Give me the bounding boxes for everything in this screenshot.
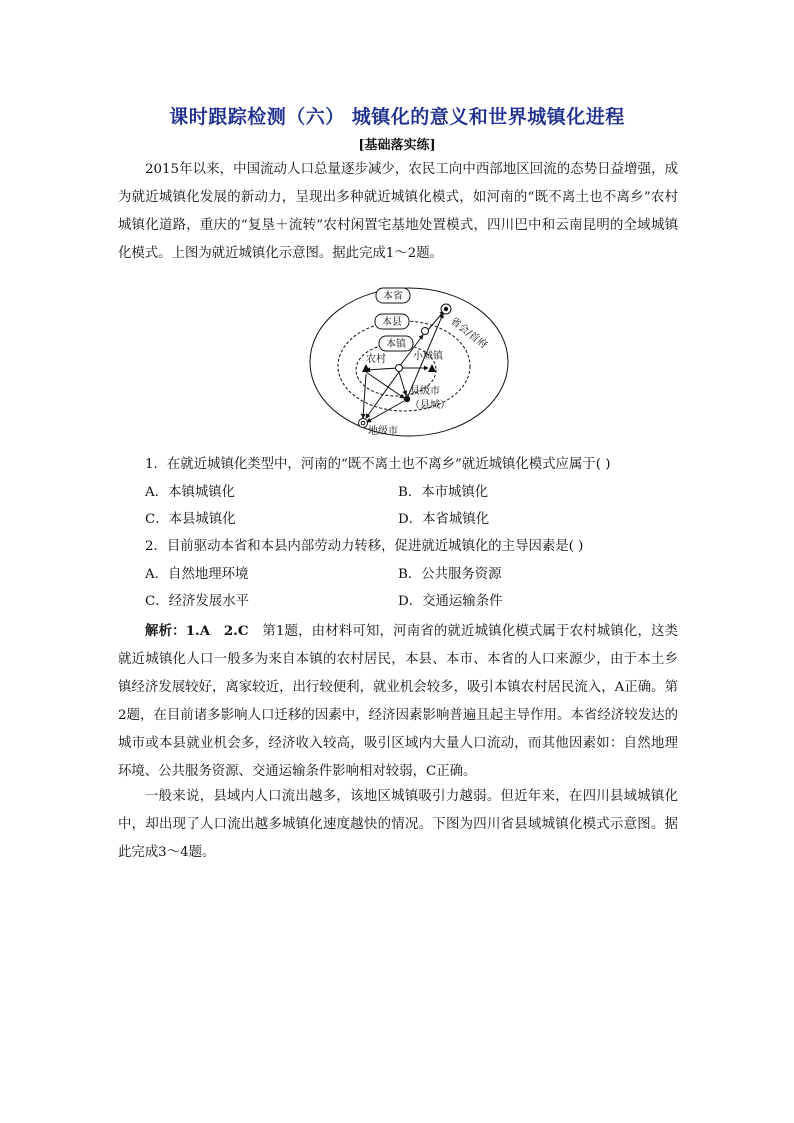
small-town-label: 小城镇	[413, 351, 443, 362]
flow-arrow	[363, 374, 366, 418]
capital-label: 省会/首府	[448, 315, 490, 352]
q1-option-a: A．本镇城镇化	[145, 485, 236, 500]
county-label: 本县	[382, 317, 402, 328]
village-marker	[362, 364, 370, 372]
solution-answers: 1.A 2.C	[185, 623, 249, 639]
intro-paragraph: 2015年以来，中国流动人口总量逐步减少，农民工向中西部地区回流的态势日益增强，成为就近城镇化发展的新动力，呈现出多种就近城镇化模式，如河南的“既不离土也不离乡”农村城镇化道路，重庆的“复垦＋流转”农村闲置宅基地处置模式，四川巴中和云南昆明的全域城镇化模式。上图为就近城镇化示意图。据此完成1～2题。	[118, 162, 678, 261]
solution-label: 解析：	[145, 623, 186, 639]
flow-arrow	[366, 372, 404, 398]
q1-option-c: C．本县城镇化	[145, 512, 236, 527]
county-node	[422, 328, 429, 335]
province-ellipse	[310, 288, 508, 436]
county-seat-label: （县城）	[410, 400, 450, 411]
flow-arrow	[366, 372, 399, 418]
province-label: 本省	[383, 291, 403, 302]
page-title: 课时跟踪检测（六） 城镇化的意义和世界城镇化进程	[169, 106, 625, 128]
prefecture-city-label: 地级市	[368, 426, 398, 437]
solution-text: 第1题，由材料可知，河南省的就近城镇化模式属于农村城镇化，这类就近城镇化人口一般多为来自本镇的农村居民，本县、本市、本省的人口来源少，由于本土乡镇经济发展较好，离家较近，出行较便利，就业机会较多，吸引本镇农村居民流入，A正确。第2题，在目前诸多影响人口迁移的因素中，经济因素影响普遍且起主导作用。本省经济较发达的城市或本县就业机会多，经济收入较高，吸引区域内大量人口流动，而其他因素如：自然地理环境、公共服务资源、交通运输条件影响相对较弱，C正确。	[118, 624, 678, 779]
village-label: 农村	[366, 354, 386, 365]
flow-arrow	[399, 372, 406, 395]
q2-option-d: D．交通运输条件	[398, 594, 503, 609]
q2-option-b: B．公共服务资源	[398, 567, 502, 582]
town-node	[396, 365, 403, 372]
town-label: 本镇	[386, 339, 406, 350]
county-city-label: 县级市	[410, 386, 440, 397]
q2-option-a: A．自然地理环境	[145, 567, 249, 582]
prefecture-marker-outer	[359, 419, 368, 428]
section-heading: [基础落实练]	[358, 138, 436, 153]
question-1: 1．在就近城镇化类型中，河南的“既不离土也不离乡”就近城镇化模式应属于( )	[145, 457, 611, 472]
capital-marker-inner	[444, 307, 448, 311]
county-city-marker	[404, 396, 410, 402]
small-town-marker	[428, 364, 436, 372]
flow-arrow	[366, 368, 398, 370]
q1-option-b: B．本市城镇化	[398, 485, 489, 500]
urbanization-diagram	[306, 280, 512, 442]
question-2: 2．目前驱动本省和本县内部劳动力转移，促进就近城镇化的主导因素是( )	[145, 539, 584, 554]
solution-paragraph	[118, 617, 678, 786]
q1-option-d: D．本省城镇化	[398, 512, 490, 527]
flow-arrow	[367, 401, 404, 422]
q2-option-c: C．经济发展水平	[145, 594, 249, 609]
second-intro-paragraph: 一般来说，县域内人口流出越多，该地区城镇吸引力越弱。但近年来，在四川县域城镇化中，却出现了人口流出越多城镇化速度越快的情况。下图为四川省县域城镇化模式示意图。据此完成3～4题。	[118, 789, 678, 860]
